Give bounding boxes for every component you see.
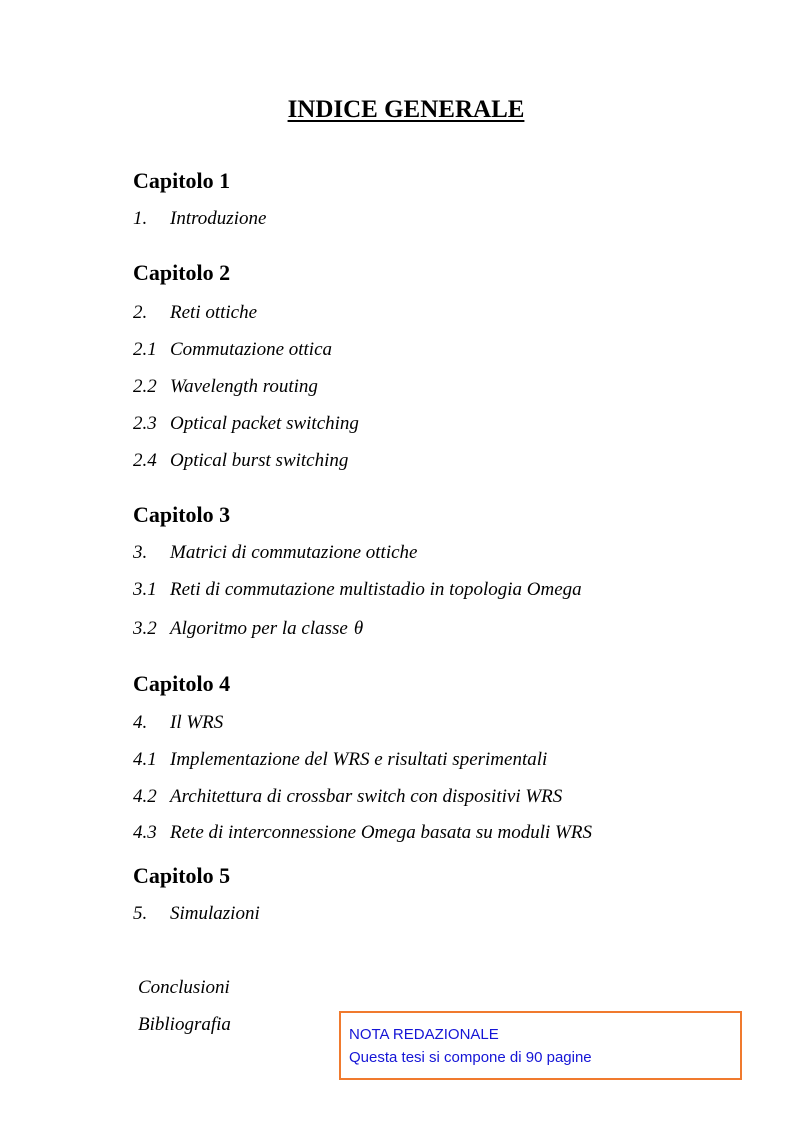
toc-entry[interactable]	[133, 712, 223, 734]
toc-entry[interactable]	[133, 208, 266, 230]
chapter-heading-4: Capitolo 4	[133, 671, 231, 696]
toc-entry-number: 4.2	[133, 786, 157, 807]
toc-entry-number: 4.1	[133, 749, 157, 770]
page-title: INDICE GENERALE	[287, 96, 525, 123]
toc-entry-number: 3.1	[133, 579, 157, 600]
toc-entry-number: 3.2	[133, 618, 157, 639]
toc-entry[interactable]	[133, 542, 417, 564]
toc-entry-number: 4.	[133, 712, 148, 733]
toc-entry-text: Reti ottiche	[170, 302, 258, 323]
toc-entry-text: Introduzione	[170, 208, 267, 229]
toc-entry[interactable]	[133, 376, 318, 398]
toc-entry-number: 3.	[133, 542, 148, 563]
toc-conclusions[interactable]: Conclusioni	[138, 977, 230, 998]
chapter-heading-3: Capitolo 3	[133, 502, 231, 527]
toc-entry[interactable]	[133, 450, 348, 472]
toc-entry[interactable]	[133, 579, 582, 601]
note-text: Questa tesi si compone di 90 pagine	[349, 1049, 592, 1066]
toc-entry-text: Architettura di crossbar switch con dispositivi WRS	[170, 786, 563, 807]
note-heading: NOTA REDAZIONALE	[349, 1026, 499, 1043]
toc-entry-text: Commutazione ottica	[170, 339, 333, 360]
toc-entry[interactable]	[133, 786, 562, 808]
toc-entry-text: Implementazione del WRS e risultati sperimentali	[170, 749, 548, 770]
toc-entry[interactable]	[133, 749, 547, 771]
toc-entry[interactable]	[133, 302, 257, 324]
toc-entry-number: 2.	[133, 302, 148, 323]
toc-entry[interactable]	[133, 618, 363, 640]
toc-entry-text: Simulazioni	[170, 903, 260, 924]
chapter-heading-5: Capitolo 5	[133, 863, 231, 888]
toc-entry-number: 2.2	[133, 376, 157, 397]
toc-entry-text: Rete di interconnessione Omega basata su moduli WRS	[170, 822, 592, 843]
toc-entry-text: Optical packet switching	[170, 413, 359, 434]
toc-entry-number: 1.	[133, 208, 148, 229]
toc-bibliography[interactable]: Bibliografia	[138, 1014, 231, 1035]
toc-entry-text: Reti di commutazione multistadio in topologia Omega	[170, 579, 582, 600]
theta-symbol: θ	[353, 618, 364, 639]
chapter-heading-1: Capitolo 1	[133, 168, 231, 193]
toc-entry[interactable]	[133, 903, 260, 925]
toc-entry-text: Algoritmo per la classe	[170, 618, 348, 639]
chapter-heading-2: Capitolo 2	[133, 260, 231, 285]
toc-entry-text: Il WRS	[170, 712, 224, 733]
toc-entry-text: Matrici di commutazione ottiche	[170, 542, 418, 563]
toc-entry-text: Wavelength routing	[170, 376, 318, 397]
toc-entry[interactable]	[133, 822, 592, 844]
toc-entry-text: Optical burst switching	[170, 450, 349, 471]
toc-entry[interactable]	[133, 413, 359, 435]
toc-entry-number: 5.	[133, 903, 148, 924]
toc-entry-number: 2.4	[133, 450, 157, 471]
editorial-note-box	[339, 1011, 742, 1080]
toc-entry[interactable]	[133, 339, 332, 361]
toc-entry-number: 2.1	[133, 339, 157, 360]
toc-entry-number: 2.3	[133, 413, 157, 434]
toc-entry-number: 4.3	[133, 822, 157, 843]
